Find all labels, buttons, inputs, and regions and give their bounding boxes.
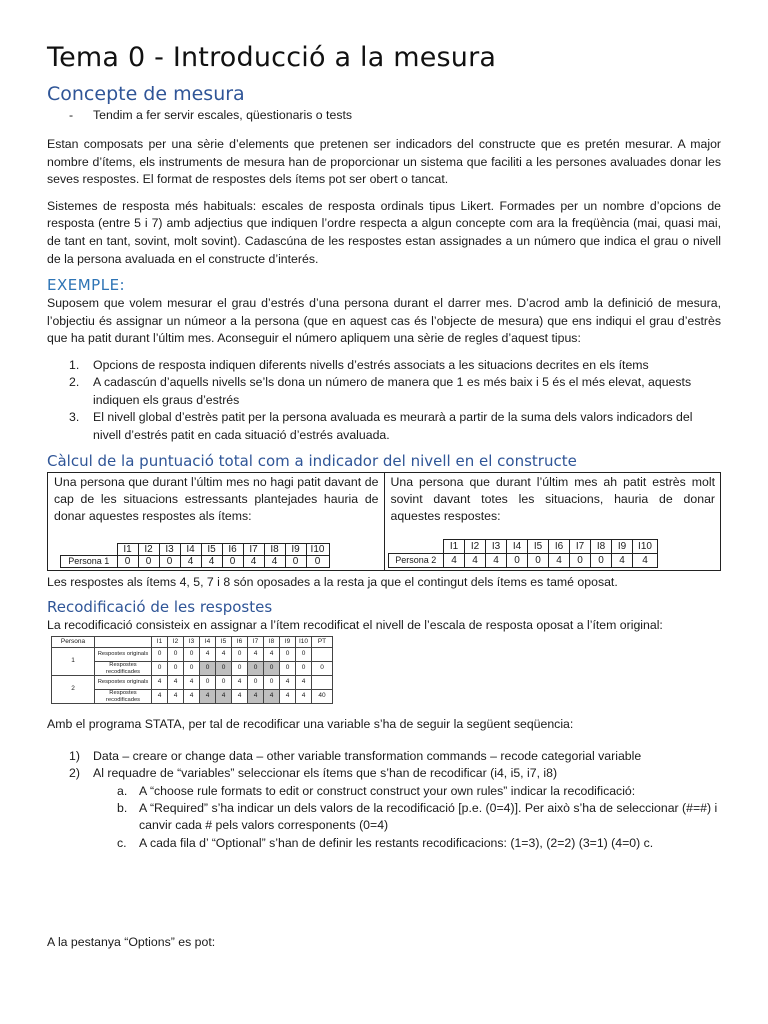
table-header-cell: I9 [612, 539, 633, 553]
table-cell: 0 [232, 648, 248, 662]
table-cell: 0 [168, 662, 184, 676]
table-header-cell: I8 [264, 543, 285, 555]
row-desc: Respostes recodificades [95, 690, 152, 704]
table-cell: 4 [168, 676, 184, 690]
paragraph-composats: Estan composats per una sèrie d’elements que pretenen ser indicadors del constructe que es pretén mesurar. A major nombre d’ítems, els instruments de mesura han de proporcionar un sistema que faciliti a les persones avaluades donar les seves respostes. El format de respostes dels ítems pot ser obert o tancat. [47, 137, 721, 187]
table-cell: 0 [222, 555, 243, 567]
list-item-number: 2. [69, 375, 80, 390]
document-page [47, 42, 721, 961]
table-header-cell: I6 [222, 543, 243, 555]
table-header-cell: I1 [152, 637, 168, 648]
table-cell: 4 [296, 690, 312, 704]
table-header-cell: I3 [486, 539, 507, 553]
table-header-cell: I1 [117, 543, 138, 555]
table-cell: 4 [444, 553, 465, 567]
page-title: Tema 0 - Introducció a la mesura [47, 42, 497, 73]
table-header-cell: I9 [285, 543, 306, 555]
persona-cell: 1 [52, 648, 95, 676]
table-cell: 4 [248, 690, 264, 704]
table-cell: 4 [216, 690, 232, 704]
list-item [69, 748, 721, 765]
table-header-cell: I7 [243, 543, 264, 555]
table-cell: 0 [280, 662, 296, 676]
table-cell: 0 [248, 676, 264, 690]
person-2-table [388, 539, 659, 568]
example-paragraph: Suposem que volem mesurar el grau d’estrés d’una persona durant el darrer mes. D’acrod amb la definició de mesura, l’objectiu és assignar un númeor a la persona (que en aquest cas és l’objecte de mesura) que ens indiqui el grau d’estrès que ha patit durant l’últim mes. Aconseguir el número apliquem una sèrie de regles d’aquest tipus: [47, 296, 721, 346]
list-item-number: 2) [69, 766, 80, 781]
example-heading: EXEMPLE: [47, 276, 126, 295]
table-header-cell: I4 [507, 539, 528, 553]
paragraph-sistemes: Sistemes de resposta més habituals: escales de resposta ordinals tipus Likert. Formades per un nombre d’opcions de resposta (entre 5 i 7) amb adjectius que indiquen l’ordre respecta a algun concepte com ara la freqüència (mai, quasi mai, de tant en tant, sovint, molt sovint). Cadascúna de les respostes estan assignades a un número que indica el grau o nivell de la persona avaluada en el constructe d’interés. [47, 198, 721, 266]
table-cell: 4 [248, 648, 264, 662]
table-row [61, 555, 330, 567]
table-header-cell: I2 [138, 543, 159, 555]
row-desc: Respostes originals [95, 648, 152, 662]
table-header-cell: I4 [180, 543, 201, 555]
box-person-1 [48, 473, 384, 570]
table-cell: 4 [152, 676, 168, 690]
dash-mark: - [69, 108, 74, 122]
list-item-text: El nivell global d’estrès patit per la persona avaluada es meurarà a partir de la suma dels valors indicadors del nivell d’estrés patit en cada situació d’estrés avaluada. [93, 410, 693, 442]
table-header-cell: Persona [52, 637, 95, 648]
box-1-text: Una persona que durant l’últim mes no hagi patit davant de cap de les situacions estressants plantejades hauria de donar aquestes respostes als ítems: [54, 474, 379, 523]
table-cell: 0 [296, 662, 312, 676]
sub-list-item [117, 800, 721, 835]
table-cell: 0 [285, 555, 306, 567]
table-cell: 0 [200, 676, 216, 690]
table-cell: 4 [243, 555, 264, 567]
table-cell: 0 [159, 555, 180, 567]
example-rules-list [47, 357, 721, 444]
list-item-text: Opcions de resposta indiquen diferents nivells d’estrés associats a les situacions decrites en els ítems [93, 357, 649, 372]
stata-intro: Amb el programa STATA, per tal de recodificar una variable s’ha de seguir la següent seqüencia: [47, 717, 574, 732]
table-row [52, 662, 333, 676]
table-header-cell: I3 [184, 637, 200, 648]
table-cell: 0 [184, 662, 200, 676]
table-header-cell: I1 [444, 539, 465, 553]
list-item-number: 1) [69, 748, 80, 763]
persona-cell: 2 [52, 676, 95, 704]
box-2-text: Una persona que durant l’últim mes ah patit estrès molt sovint davant totes les situacions, hauria de donar aquestes respostes: [390, 474, 715, 523]
list-item-number: b. [117, 800, 128, 815]
table-header-cell: I5 [216, 637, 232, 648]
table-cell: 4 [184, 676, 200, 690]
table-cell: 0 [507, 553, 528, 567]
table-cell: 4 [264, 690, 280, 704]
recode-paragraph: La recodificació consisteix en assignar a l’ítem recodificat el nivell de l’escala de resposta oposat a l’ítem original: [47, 617, 663, 632]
list-item-text: A “choose rule formats to edit or construct construct your own rules” indicar la recodificació: [139, 783, 636, 798]
table-cell: 4 [184, 690, 200, 704]
list-item-number: c. [117, 835, 127, 850]
table-cell: 40 [312, 690, 333, 704]
table-cell: 4 [612, 553, 633, 567]
table-cell [312, 676, 333, 690]
table-cell: 0 [248, 662, 264, 676]
table-cell: 0 [306, 555, 329, 567]
list-item-text: A cadascún d’aquells nivells se’ls dona un número de manera que 1 es més baix i 5 és el més elevat, aquests indiquen els graus d’estrés [93, 375, 692, 407]
table-cell: 4 [280, 690, 296, 704]
table-header-cell: PT [312, 637, 333, 648]
row-label: Persona 1 [61, 555, 118, 567]
options-line: A la pestanya “Options” es pot: [47, 935, 216, 950]
table-header-cell: I7 [570, 539, 591, 553]
table-cell: 4 [486, 553, 507, 567]
list-item-text: Al requadre de “variables” seleccionar els ítems que s’han de recodificar (i4, i5, i7, i8) [93, 766, 558, 781]
list-item-text: Data – creare or change data – other variable transformation commands – recode categorial variable [93, 748, 642, 763]
table-cell: 0 [138, 555, 159, 567]
table-cell: 4 [633, 553, 658, 567]
table-cell: 0 [152, 662, 168, 676]
table-cell: 4 [168, 690, 184, 704]
table-cell: 0 [152, 648, 168, 662]
table-cell: 0 [216, 662, 232, 676]
list-item-number: a. [117, 783, 128, 798]
person-1-table [60, 543, 330, 568]
table-header-cell: I6 [549, 539, 570, 553]
table-cell: 4 [264, 648, 280, 662]
table-row [52, 648, 333, 662]
table-header-cell: I8 [591, 539, 612, 553]
list-item [69, 374, 721, 409]
list-item-text: A “Required” s’ha indicar un dels valors de la recodificació [p.e. (0=4)]. Per això s’ha de seleccionar (#=#) i canvir cada # pels valors corresponents (0=4) [139, 800, 718, 833]
table-header-cell: I9 [280, 637, 296, 648]
table-cell: 4 [296, 676, 312, 690]
table-cell: 4 [200, 690, 216, 704]
dash-item-text: Tendim a fer servir escales, qüestionaris o tests [93, 108, 353, 122]
table-cell: 0 [570, 553, 591, 567]
table-header-row [52, 637, 333, 648]
table-row [52, 676, 333, 690]
table-cell: 0 [168, 648, 184, 662]
table-cell: 4 [232, 676, 248, 690]
table-header-cell: I8 [264, 637, 280, 648]
table-header-cell: I10 [306, 543, 329, 555]
table-cell: 4 [280, 676, 296, 690]
list-item [69, 765, 721, 782]
stata-steps [47, 748, 721, 852]
list-item-text: A cada fila d’ “Optional” s’han de definir les restants recodificacions: (1=3), (2=2) (3=1) (4=0) c. [139, 835, 654, 850]
table-cell: 0 [264, 662, 280, 676]
table-header-cell: I10 [633, 539, 658, 553]
list-item [69, 409, 721, 444]
section-heading-concepte: Concepte de mesura [47, 83, 245, 105]
table-cell: 4 [216, 648, 232, 662]
comparison-boxes [47, 472, 721, 571]
row-desc: Respostes recodificades [95, 662, 152, 676]
table-cell: 0 [312, 662, 333, 676]
table-cell: 4 [264, 555, 285, 567]
list-item-number: 3. [69, 410, 80, 425]
recode-table [51, 636, 333, 704]
box-person-2 [384, 473, 721, 570]
table-cell: 0 [200, 662, 216, 676]
table-cell: 4 [465, 553, 486, 567]
table-header-cell: I3 [159, 543, 180, 555]
row-desc: Respostes originals [95, 676, 152, 690]
table-row [388, 553, 658, 567]
table-cell: 4 [549, 553, 570, 567]
table-cell: 4 [152, 690, 168, 704]
table-cell: 4 [180, 555, 201, 567]
list-item [69, 357, 721, 374]
table-cell: 0 [232, 662, 248, 676]
table-header-cell: I10 [296, 637, 312, 648]
table-cell: 4 [200, 648, 216, 662]
sub-list-item [117, 783, 721, 800]
table-row [52, 690, 333, 704]
table-cell: 0 [280, 648, 296, 662]
row-label: Persona 2 [388, 553, 444, 567]
table-header-cell: I5 [201, 543, 222, 555]
calc-heading: Càlcul de la puntuació total com a indicador del nivell en el constructe [47, 451, 577, 470]
reverse-items-note: Les respostes als ítems 4, 5, 7 i 8 són oposades a la resta ja que el contingut dels ítems es tamé oposat. [47, 574, 618, 589]
table-header-cell: I7 [248, 637, 264, 648]
table-header-row [61, 543, 330, 555]
table-header-cell: I2 [465, 539, 486, 553]
sub-list-item [117, 835, 721, 852]
table-header-cell: I4 [200, 637, 216, 648]
table-cell: 0 [528, 553, 549, 567]
table-cell: 0 [591, 553, 612, 567]
table-header-cell: I5 [528, 539, 549, 553]
table-header-cell: I6 [232, 637, 248, 648]
table-header-row [388, 539, 658, 553]
table-header-cell: I2 [168, 637, 184, 648]
table-cell: 0 [216, 676, 232, 690]
table-cell: 0 [264, 676, 280, 690]
table-cell: 0 [296, 648, 312, 662]
table-cell: 0 [184, 648, 200, 662]
list-item-number: 1. [69, 357, 80, 372]
recode-heading: Recodificació de les respostes [47, 597, 273, 616]
dash-list-item [69, 107, 721, 124]
table-cell: 4 [201, 555, 222, 567]
table-cell [312, 648, 333, 662]
table-cell: 0 [117, 555, 138, 567]
table-cell: 4 [232, 690, 248, 704]
